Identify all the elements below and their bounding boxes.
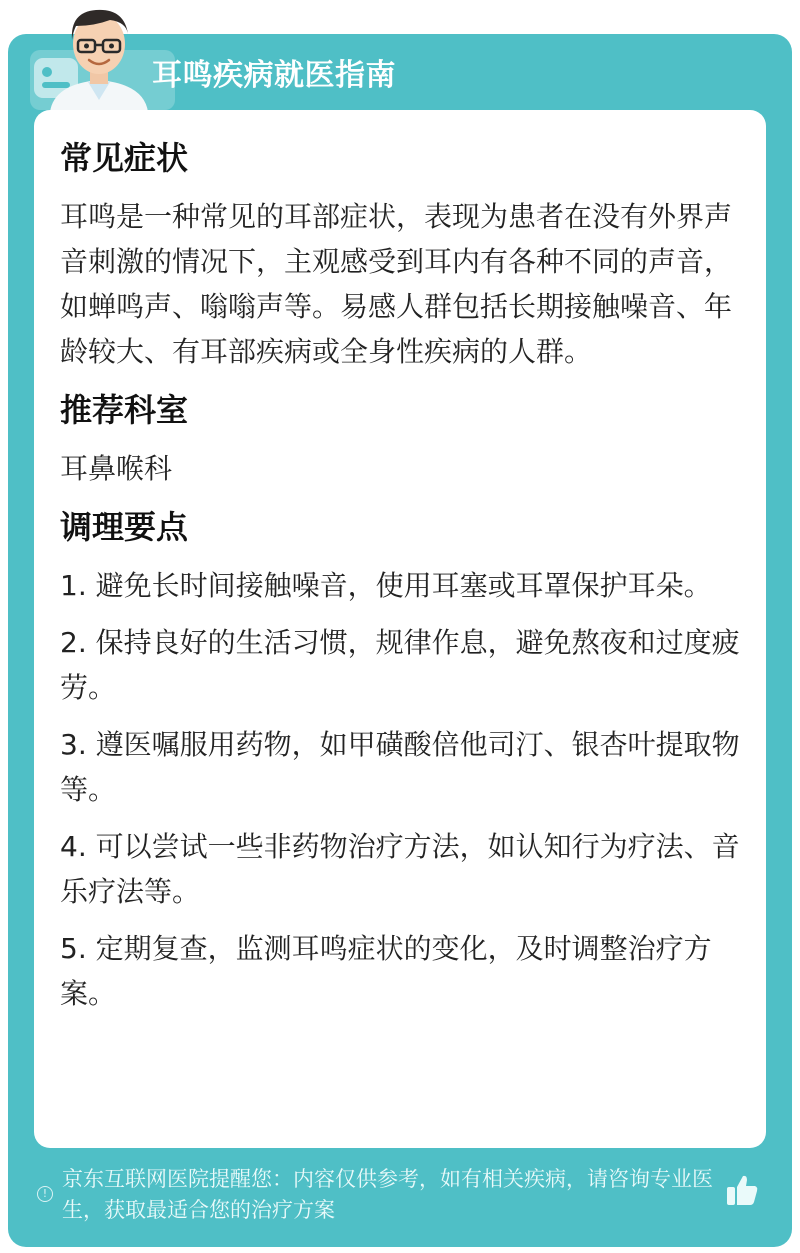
care-item: 1. 避免长时间接触噪音，使用耳塞或耳罩保护耳朵。 bbox=[60, 569, 712, 602]
care-item: 3. 遵医嘱服用药物，如甲磺酸倍他司汀、银杏叶提取物等。 bbox=[60, 728, 740, 806]
footer-notice: 京东互联网医院提醒您：内容仅供参考，如有相关疾病，请咨询专业医生，获取最适合您的治疗方案 bbox=[62, 1167, 713, 1222]
care-item: 5. 定期复查，监测耳鸣症状的变化，及时调整治疗方案。 bbox=[60, 932, 712, 1010]
symptoms-text: 耳鸣是一种常见的耳部症状，表现为患者在没有外界声音刺激的情况下，主观感受到耳内有各种不同的声音，如蝉鸣声、嗡嗡声等。易感人群包括长期接触噪音、年龄较大、有耳部疾病或全身性疾病的人群。 bbox=[60, 200, 733, 368]
department-section bbox=[60, 388, 740, 491]
care-title: 调理要点 bbox=[60, 508, 189, 546]
department-text: 耳鼻喉科 bbox=[60, 452, 173, 485]
department-title: 推荐科室 bbox=[60, 391, 189, 429]
care-item: 2. 保持良好的生活习惯，规律作息，避免熬夜和过度疲劳。 bbox=[60, 626, 740, 704]
care-item: 4. 可以尝试一些非药物治疗方法，如认知行为疗法、音乐疗法等。 bbox=[60, 830, 740, 908]
doctor-avatar bbox=[44, 0, 154, 112]
thumbs-up-icon[interactable] bbox=[724, 1172, 760, 1208]
symptoms-section bbox=[60, 136, 740, 374]
info-icon: ! bbox=[37, 1186, 53, 1202]
page-title: 耳鸣疾病就医指南 bbox=[152, 58, 396, 93]
care-section bbox=[60, 505, 740, 1016]
symptoms-title: 常见症状 bbox=[60, 139, 189, 177]
guide-content bbox=[34, 110, 766, 1148]
